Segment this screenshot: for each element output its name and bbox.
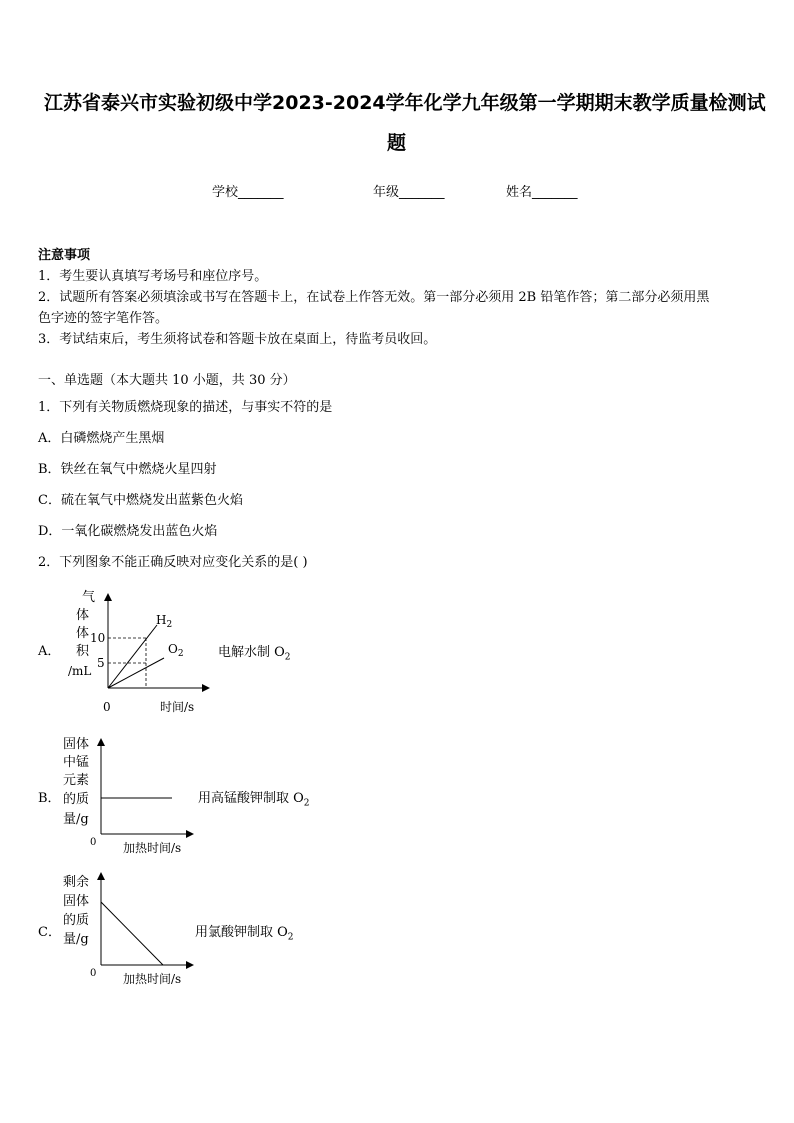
manganese-mass-graph [60, 732, 200, 857]
origin-label: 0 [103, 700, 111, 714]
question-stem: 2．下列图象不能正确反映对应变化关系的是( ) [38, 555, 308, 570]
page-title: 江苏省泰兴市实验初级中学2023-2024学年化学九年级第一学期期末教学质量检测试 [44, 92, 766, 114]
option-description: 用氯酸钾制取 $O_2$ [195, 925, 294, 943]
remaining-solid-graph [60, 868, 200, 990]
section-heading: 一、单选题（本大题共 10 小题，共 30 分） [38, 373, 296, 388]
h2-line [108, 625, 157, 688]
remaining-solid-line [101, 902, 163, 965]
origin-label: 0 [90, 837, 97, 848]
x-axis-label: 加热时间/s [123, 972, 182, 986]
y-axis-label: 固体 [63, 737, 90, 752]
note-item: 2．试题所有答案必须填涂或书写在答题卡上，在试卷上作答无效。第一部分必须用 2B 铅笔作答；第二部分必须用黑 [38, 290, 710, 305]
y-axis-label: 剩余 [63, 875, 90, 890]
question-stem: 1．下列有关物质燃烧现象的描述，与事实不符的是 [38, 400, 333, 415]
option-letter: C． [38, 925, 61, 940]
note-item: 3．考试结束后，考生须将试卷和答题卡放在桌面上，待监考员收回。 [38, 332, 437, 347]
grade-field: 年级_______ [373, 185, 445, 200]
o2-line [108, 658, 164, 688]
option-letter: A． [38, 644, 61, 659]
school-field: 学校_______ [212, 185, 284, 200]
option-description: 用高锰酸钾制取 $O_2$ [198, 791, 310, 809]
x-axis-label: 时间/s [160, 700, 195, 714]
option-b: B．铁丝在氧气中燃烧火星四射 [38, 462, 217, 477]
option-c: C．硫在氧气中燃烧发出蓝紫色火焰 [38, 493, 243, 508]
option-description: 电解水制 $O_2$ [218, 645, 291, 663]
option-letter: B． [38, 791, 61, 806]
y-axis-label: 体 [76, 608, 90, 623]
y-axis-label: /mL [68, 664, 92, 678]
y-tick-label: 5 [97, 656, 105, 670]
y-axis-label: 体 [76, 626, 90, 641]
y-axis-label: 量/g [63, 932, 89, 947]
y-axis-label: 的质 [63, 913, 90, 928]
y-axis-label: 中锰 [63, 755, 90, 770]
y-axis-label: 的质 [63, 792, 90, 807]
electrolysis-graph [60, 585, 220, 720]
series-label-h2: $H_2$ [156, 613, 173, 630]
notes-heading: 注意事项 [38, 248, 91, 263]
name-field: 姓名_______ [506, 185, 578, 200]
y-axis-label: 积 [76, 644, 90, 659]
y-axis-label: 量/g [63, 812, 89, 827]
y-tick-label: 10 [90, 631, 106, 645]
series-label-o2: $O_2$ [168, 642, 184, 659]
page-title-continued: 题 [387, 132, 407, 154]
note-item-continued: 色字迹的签字笔作答。 [38, 311, 169, 326]
x-axis-label: 加热时间/s [123, 841, 182, 855]
note-item: 1．考生要认真填写考场号和座位序号。 [38, 269, 268, 284]
option-d: D．一氧化碳燃烧发出蓝色火焰 [38, 524, 218, 539]
y-axis-label: 固体 [63, 894, 90, 909]
y-axis-label: 元素 [63, 773, 90, 788]
origin-label: 0 [90, 968, 97, 979]
option-a: A．白磷燃烧产生黑烟 [38, 431, 165, 446]
y-axis-label: 气 [82, 590, 96, 605]
